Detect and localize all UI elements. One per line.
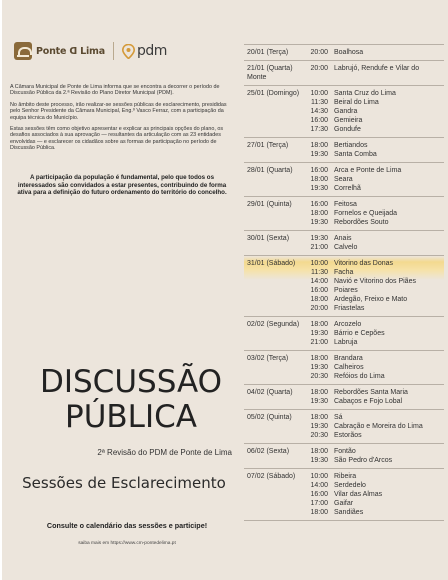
session-time: 20:00 [310,305,328,312]
session-place: Cabração e Moreira do Lima [334,423,423,430]
map-pin-icon [122,44,135,59]
session-time: 14:00 [310,482,328,489]
session-entry [308,422,442,431]
session-entry [308,354,442,363]
session-time: 18:00 [310,321,328,328]
session-place: Ardegão, Freixo e Mato [334,296,408,303]
session-time: 19:30 [310,219,328,226]
session-place: Beiral do Lima [334,99,379,106]
schedule-day: 07/02 (Sábado) [247,473,296,480]
session-entry [308,363,442,372]
call-to-action: Consulte o calendário das sessões e participe! [46,521,208,530]
municipality-logo-icon [14,42,32,60]
session-entry [308,329,442,338]
session-place: Sandiães [334,509,364,516]
session-time: 10:00 [310,90,328,97]
session-place: Calheiros [334,364,364,371]
more-info-link[interactable]: saiba mais em https://www.cm-pontedelima.pt [78,541,176,546]
schedule-sessions [308,45,444,60]
pdm-logo [122,43,167,59]
session-time: 18:00 [310,142,328,149]
schedule-table [244,44,444,521]
schedule-day: 29/01 (Quinta) [247,201,292,208]
schedule-day: 28/01 (Quarta) [247,167,293,174]
session-entry [308,499,442,508]
schedule-day: 21/01 (Quarta) Monte [247,65,293,81]
schedule-sessions [308,469,444,520]
session-entry [308,397,442,406]
session-entry [308,320,442,329]
schedule-row [244,197,444,231]
session-entry [308,200,442,209]
session-place: Feitosa [334,201,357,208]
session-time: 14:00 [310,278,328,285]
schedule-day: 03/02 (Terça) [247,355,289,362]
session-place: Santa Comba [334,151,377,158]
schedule-row [244,61,444,86]
session-time: 16:00 [310,167,328,174]
schedule-row [244,45,444,61]
schedule-sessions [308,138,444,162]
schedule-row [244,444,444,469]
municipality-logo-text: Ponte ᗡ Lima [36,45,105,57]
session-entry [308,107,442,116]
intro-paragraph-3: Estas sessões têm como objetivo apresentar e explicar as principais opções do plano, os desafios associados à sua aprovação — resultantes da articulação com as 23 entidades envolvidas — e esclarecer os cidadãos sobre as formas de participação no período de Discussão Pública. [10,126,224,152]
session-place: Labruja [334,339,358,346]
session-place: Bertiandos [334,142,368,149]
session-place: Vitorino das Donas [334,260,394,267]
session-time: 14:30 [310,108,328,115]
schedule-sessions [308,444,444,468]
session-entry [308,175,442,184]
session-entry [308,481,442,490]
session-entry [308,286,442,295]
session-place: Poiares [334,287,358,294]
poster-left-column [2,0,236,580]
session-time: 19:30 [310,364,328,371]
schedule-row [244,256,444,317]
session-entry [308,243,442,252]
schedule-sessions [308,256,444,316]
schedule-sessions [308,61,444,85]
schedule-sessions [308,163,444,196]
schedule-sessions [308,86,444,137]
session-place: Gemieira [334,117,363,124]
session-time: 16:00 [310,491,328,498]
title-publica: PÚBLICA [65,399,197,435]
schedule-sessions [308,197,444,230]
session-time: 19:30 [310,235,328,242]
session-entry [308,218,442,227]
session-time: 18:00 [310,210,328,217]
session-entry [308,388,442,397]
session-place: Gandra [334,108,358,115]
session-place: Facha [334,269,354,276]
session-place: Labrujó, Rendufe e Vilar do [334,65,420,72]
session-entry [308,472,442,481]
session-entry [308,141,442,150]
session-time: 20:00 [310,49,328,56]
session-entry [308,338,442,347]
session-time: 10:00 [310,473,328,480]
schedule-row [244,351,444,385]
session-entry [308,490,442,499]
session-entry [308,125,442,134]
session-entry [308,89,442,98]
schedule-day: 30/01 (Sexta) [247,235,290,242]
session-place: Vilar das Almas [334,491,383,498]
session-time: 16:00 [310,117,328,124]
session-time: 18:00 [310,176,328,183]
session-entry [308,431,442,440]
schedule-row [244,317,444,351]
session-entry [308,413,442,422]
intro-paragraph-2: No âmbito deste processo, irão realizar-se sessões públicas de esclarecimento, presididas pelo Senhor Presidente da Câmara Municipal, Eng.º Vasco Ferraz, com a participação da equipa técnica do Município. [10,101,227,121]
session-entry [308,166,442,175]
session-place: Rebordões Santa Maria [334,389,408,396]
session-time: 18:00 [310,389,328,396]
session-entry [308,150,442,159]
session-time: 20:00 [310,65,328,72]
schedule-sessions [308,410,444,443]
title-discussao: DISCUSSÃO [39,364,223,400]
session-time: 20:30 [310,432,328,439]
schedule-sessions [308,385,444,409]
participation-callout: A participação da população é fundamental, pelo que todos os interessados são convidados a estar presentes, contribuindo de forma ativa para a definição do futuro ordenamento do território do concelho. [17,174,227,197]
schedule-day: 20/01 (Terça) [247,49,289,56]
session-place: Boalhosa [334,49,364,56]
session-time: 19:30 [310,330,328,337]
schedule-sessions [308,317,444,350]
schedule-row [244,86,444,138]
session-time: 21:00 [310,244,328,251]
session-place: Navió e Vitorino dos Piães [334,278,416,285]
session-place: Calvelo [334,244,358,251]
schedule-day: 31/01 (Sábado) [247,260,296,267]
schedule-row [244,469,444,521]
schedule-day: 06/02 (Sexta) [247,448,290,455]
poster [2,0,448,580]
session-time: 18:00 [310,509,328,516]
session-place: Cabaços e Fojo Lobal [334,398,403,405]
session-time: 19:30 [310,423,328,430]
session-time: 17:00 [310,500,328,507]
session-place: Rebordões Souto [334,219,389,226]
schedule-row [244,231,444,256]
session-place: Bárrio e Cepões [334,330,385,337]
session-place: Gaifar [334,500,354,507]
session-time: 18:00 [310,414,328,421]
session-entry [308,64,442,73]
schedule-day: 05/02 (Quinta) [247,414,292,421]
session-time: 18:00 [310,355,328,362]
schedule-day: 27/01 (Terça) [247,142,289,149]
session-place: Gondufe [334,126,361,133]
session-place: Brandara [334,355,363,362]
session-place: Estorãos [334,432,362,439]
session-place: Refóios do Lima [334,373,385,380]
session-time: 11:30 [311,269,328,276]
session-place: Arcozelo [334,321,362,328]
schedule-day: 04/02 (Quarta) [247,389,293,396]
session-entry [308,234,442,243]
session-time: 20:30 [310,373,328,380]
session-entry [308,277,442,286]
schedule-day: 02/02 (Segunda) [247,321,300,328]
session-entry [308,304,442,313]
session-entry [308,209,442,218]
session-place: Arca e Ponte de Lima [334,167,402,174]
session-time: 21:00 [310,339,328,346]
session-time: 16:00 [310,201,328,208]
sessions-heading: Sessões de Esclarecimento [22,474,226,492]
schedule-row [244,385,444,410]
session-place: São Pedro d'Arcos [334,457,393,464]
intro-text [10,84,230,157]
session-place: Correlhã [334,185,361,192]
session-entry [308,447,442,456]
municipality-logo [14,42,105,60]
session-entry [308,184,442,193]
pdm-logo-text: pdm [136,43,167,59]
session-time: 19:30 [310,398,328,405]
session-place: Sá [334,414,343,421]
schedule-sessions [308,351,444,384]
session-time: 10:00 [310,260,328,267]
session-time: 17:30 [310,126,328,133]
schedule-row [244,410,444,444]
session-place: Friastelas [334,305,365,312]
intro-paragraph-1: A Câmara Municipal de Ponte de Lima informa que se encontra a decorrer o período de Discussão Pública da 2.ª Revisão do Plano Diretor Municipal (PDM). [10,84,220,97]
session-time: 18:00 [310,448,328,455]
session-time: 11:30 [311,99,328,106]
session-time: 16:00 [310,287,328,294]
session-time: 19:30 [310,185,328,192]
logos [14,40,167,62]
schedule-day: 25/01 (Domingo) [247,90,300,97]
session-place: Seara [334,176,353,183]
session-entry [308,116,442,125]
session-entry [308,98,442,107]
session-place: Fornelos e Queijada [334,210,398,217]
session-entry [308,259,442,268]
schedule-row [244,138,444,163]
schedule-row [244,163,444,197]
session-entry [308,268,442,277]
session-entry [308,372,442,381]
session-entry [308,48,442,57]
session-time: 19:30 [310,457,328,464]
session-entry [308,295,442,304]
subtitle: 2ª Revisão do PDM de Ponte de Lima [97,448,232,457]
logo-divider [113,42,114,60]
session-place: Fontão [334,448,356,455]
session-entry [308,508,442,517]
session-place: Serdedelo [334,482,366,489]
session-place: Ribeira [334,473,357,480]
session-place: Anais [334,235,352,242]
session-place: Santa Cruz do Lima [334,90,396,97]
session-entry [308,456,442,465]
schedule-sessions [308,231,444,255]
session-time: 19:30 [310,151,328,158]
session-time: 18:00 [310,296,328,303]
